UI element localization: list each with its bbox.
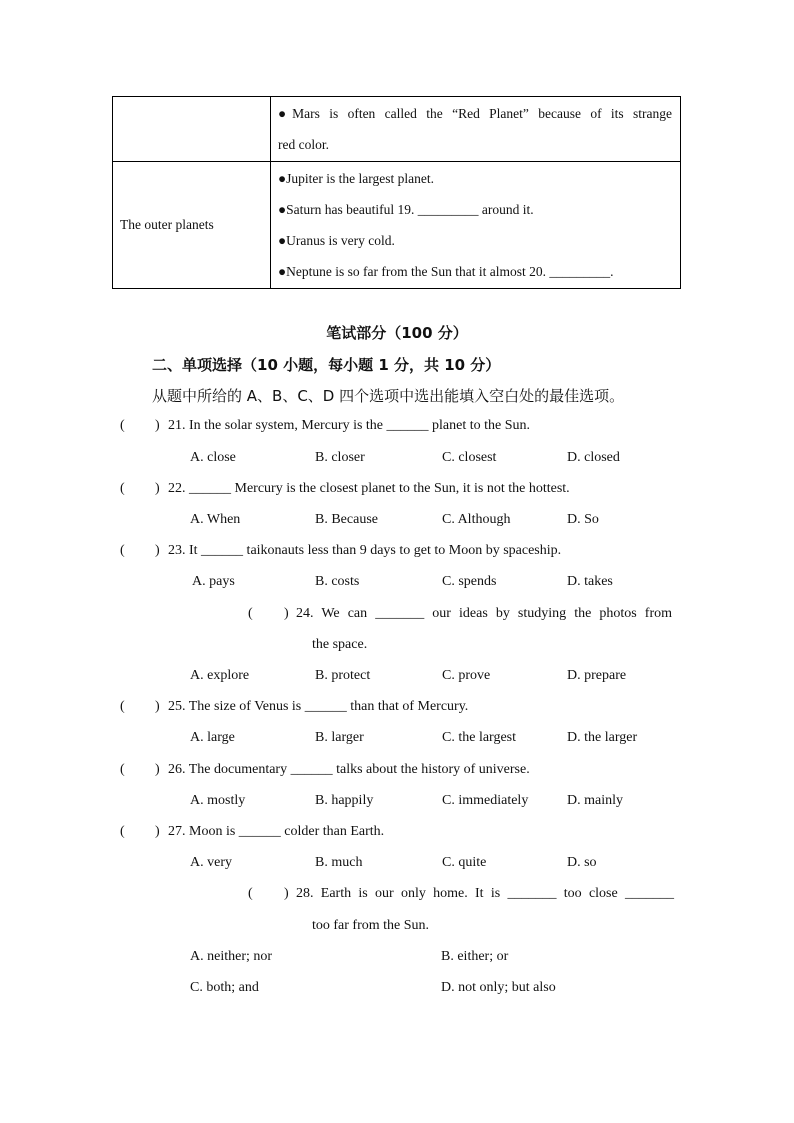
option-b[interactable]: B. costs: [315, 574, 360, 589]
option-b[interactable]: B. protect: [315, 668, 371, 683]
question-stem: 25. The size of Venus is ______ than that of Mercury.: [168, 699, 469, 714]
option-d[interactable]: D. takes: [567, 574, 613, 589]
option-a[interactable]: A. very: [190, 855, 232, 870]
answer-paren-open[interactable]: (: [248, 886, 253, 901]
section-heading: 二、单项选择（10 小题，每小题 1 分，共 10 分）: [152, 356, 501, 374]
option-d[interactable]: D. the larger: [567, 730, 638, 745]
answer-paren-close: ): [155, 418, 160, 433]
question-stem: 21. In the solar system, Mercury is the ______ planet to the Sun.: [168, 418, 530, 433]
option-b[interactable]: B. Because: [315, 512, 378, 527]
option-d[interactable]: D. prepare: [567, 668, 627, 683]
option-a[interactable]: A. close: [190, 450, 236, 465]
answer-paren-open[interactable]: (: [248, 606, 253, 621]
option-c[interactable]: C. both; and: [190, 980, 259, 995]
option-c[interactable]: C. closest: [442, 450, 497, 465]
question-stem: 27. Moon is ______ colder than Earth.: [168, 824, 385, 839]
list-item: ●Uranus is very cold.: [278, 233, 395, 248]
table-row: [113, 162, 681, 289]
option-c[interactable]: C. the largest: [442, 730, 517, 745]
list-item: red color.: [278, 137, 329, 152]
answer-paren-close: ): [155, 699, 160, 714]
answer-paren-open[interactable]: (: [120, 762, 125, 777]
option-d[interactable]: D. closed: [567, 450, 620, 465]
option-a[interactable]: A. explore: [190, 668, 250, 683]
option-b[interactable]: B. closer: [315, 450, 365, 465]
answer-paren-close: ): [284, 886, 289, 901]
option-a[interactable]: A. When: [190, 512, 241, 527]
table-cell-label: The outer planets: [113, 162, 271, 289]
option-a[interactable]: A. large: [190, 730, 235, 745]
option-c[interactable]: C. Although: [442, 512, 511, 527]
option-c[interactable]: C. quite: [442, 855, 487, 870]
option-b[interactable]: B. much: [315, 855, 363, 870]
option-c[interactable]: C. prove: [442, 668, 491, 683]
answer-paren-open[interactable]: (: [120, 699, 125, 714]
answer-paren-open[interactable]: (: [120, 418, 125, 433]
answer-paren-close: ): [155, 481, 160, 496]
answer-paren-open[interactable]: (: [120, 481, 125, 496]
answer-paren-open[interactable]: (: [120, 824, 125, 839]
question-stem: 22. ______ Mercury is the closest planet to the Sun, it is not the hottest.: [168, 481, 570, 496]
list-item: ●Neptune is so far from the Sun that it almost 20. _________.: [278, 264, 614, 279]
option-c[interactable]: C. spends: [442, 574, 497, 589]
option-a[interactable]: A. neither; nor: [190, 949, 273, 964]
list-item: ●Mars is often called the “Red Planet” because of its strange: [278, 106, 672, 121]
list-item: ●Saturn has beautiful 19. _________ around it.: [278, 202, 534, 217]
question-stem-continued: too far from the Sun.: [312, 918, 430, 933]
option-d[interactable]: D. mainly: [567, 793, 623, 808]
option-a[interactable]: A. mostly: [190, 793, 246, 808]
answer-paren-open[interactable]: (: [120, 543, 125, 558]
answer-paren-close: ): [155, 824, 160, 839]
table-cell-label: [113, 97, 271, 162]
option-b[interactable]: B. either; or: [441, 949, 509, 964]
table-cell-content: [271, 97, 681, 162]
option-b[interactable]: B. larger: [315, 730, 364, 745]
instruction-text: 从题中所给的 A、B、C、D 四个选项中选出能填入空白处的最佳选项。: [152, 387, 625, 405]
option-d[interactable]: D. so: [567, 855, 597, 870]
answer-paren-close: ): [155, 543, 160, 558]
answer-paren-close: ): [284, 606, 289, 621]
option-d[interactable]: D. So: [567, 512, 599, 527]
table-row: [113, 97, 681, 162]
table-cell-content: [271, 162, 681, 289]
option-a[interactable]: A. pays: [192, 574, 235, 589]
question-stem: 28. Earth is our only home. It is _______ too close _______: [296, 886, 674, 901]
question-stem-continued: the space.: [312, 637, 368, 652]
option-c[interactable]: C. immediately: [442, 793, 529, 808]
planets-table: [112, 96, 681, 289]
option-d[interactable]: D. not only; but also: [441, 980, 556, 995]
question-stem: 23. It ______ taikonauts less than 9 days to get to Moon by spaceship.: [168, 543, 562, 558]
question-stem: 24. We can _______ our ideas by studying the photos from: [296, 606, 672, 621]
list-item: ●Jupiter is the largest planet.: [278, 171, 434, 186]
question-stem: 26. The documentary ______ talks about the history of universe.: [168, 762, 530, 777]
page-title: 笔试部分（100 分）: [326, 324, 468, 342]
answer-paren-close: ): [155, 762, 160, 777]
option-b[interactable]: B. happily: [315, 793, 374, 808]
